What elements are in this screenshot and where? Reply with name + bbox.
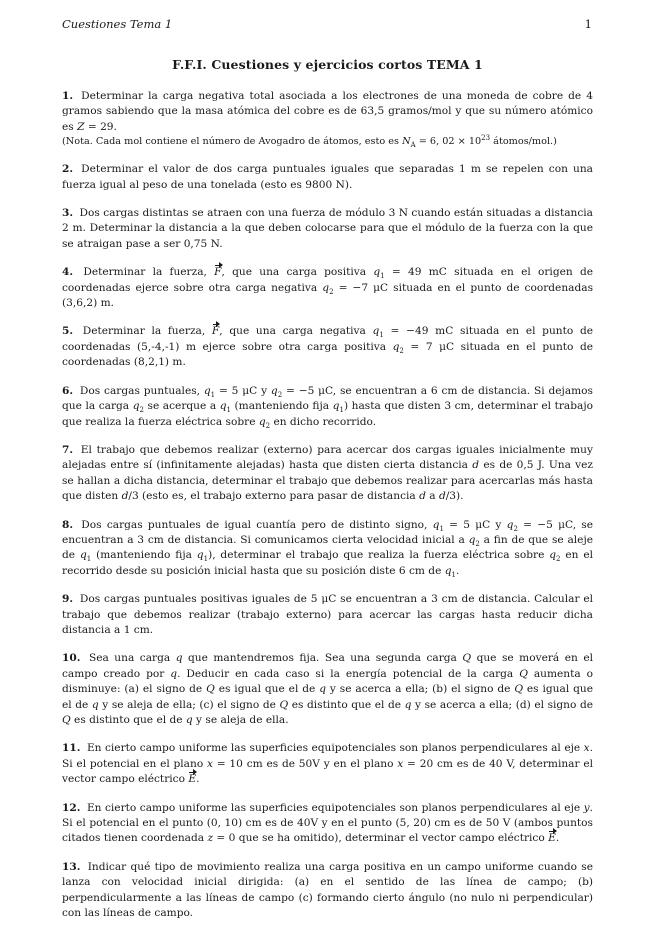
- math-var: q: [549, 549, 557, 562]
- question-number: 13.: [62, 860, 81, 873]
- question-5: [62, 324, 593, 370]
- math-subscript: 1: [210, 390, 216, 399]
- question-text: , que una carga negativa: [219, 325, 373, 338]
- math-subscript: 1: [86, 555, 92, 564]
- math-subscript: 2: [556, 555, 561, 564]
- math-var: q: [170, 667, 178, 680]
- math-subscript: A: [410, 141, 416, 150]
- question-7: [62, 443, 593, 505]
- math-var: q: [91, 698, 99, 711]
- question-text: (manteniendo fija: [230, 400, 333, 413]
- question-text: es distinto que el de: [70, 714, 186, 726]
- question-text: Dos cargas puntuales,: [79, 384, 204, 397]
- question-text: .: [196, 773, 200, 786]
- math-superscript: 23: [481, 133, 491, 142]
- question-text: que se moverá en el campo creado por: [62, 652, 593, 680]
- question-text: es de 0,5 J. Una vez se hallan a dicha distancia, determinar el trabajo que debemos realizar para acercarlas más hasta que disten: [62, 459, 594, 503]
- math-subscript: 1: [203, 555, 209, 564]
- question-text: /3 (esto es, el trabajo externo para pasar de distancia: [128, 490, 420, 503]
- question-text: Dos cargas puntuales de igual cuantía pero de distinto signo,: [81, 518, 433, 531]
- question-4: [62, 265, 593, 311]
- question-text: = 20 cm es de 40 V, determinar el vector campo eléctrico: [62, 757, 594, 786]
- math-subscript: 2: [277, 390, 283, 399]
- question-text: es igual que el de: [214, 683, 320, 696]
- question-number: 9.: [62, 593, 74, 606]
- question-text: = 49 mC situada en el origen de coordenadas ejerce sobre otra carga negativa: [62, 266, 593, 294]
- question-text: es distinto que el de: [288, 698, 405, 711]
- question-text: En cierto campo uniforme las superficies equipotenciales son planos perpendiculares al eje: [86, 801, 584, 814]
- math-var: q: [175, 652, 183, 665]
- math-var: q: [270, 384, 278, 397]
- question-text: Determinar el valor de dos carga puntuales iguales que separadas 1 m se repelen con una fuerza igual al peso de una tonelada (esto es 9800 N).: [62, 163, 593, 191]
- question-text: = −7 μC situada en el punto de coordenadas (3,6,2) m.: [62, 281, 594, 310]
- math-var: x: [397, 757, 404, 770]
- math-var: q: [185, 714, 193, 726]
- question-9: [62, 592, 593, 638]
- question-text: En cierto campo uniforme las superficies equipotenciales son planos perpendiculares al eje: [86, 742, 584, 755]
- question-text: = −49 mC situada en el punto de coordenadas (5,-4,-1) m ejerce sobre otra carga positiva: [62, 325, 593, 353]
- question-text: Determinar la fuerza,: [82, 325, 212, 338]
- math-subscript: 1: [451, 570, 456, 579]
- question-text: = 29.: [84, 120, 117, 133]
- math-var: x: [583, 742, 590, 755]
- question-1: [62, 89, 593, 149]
- math-var: q: [372, 325, 380, 338]
- question-number: 1.: [62, 90, 74, 102]
- math-var: d: [472, 459, 480, 472]
- question-text: Dos cargas puntuales positivas iguales de 5 μC se encuentran a 3 cm de distancia. Calcular el trabajo que debemos realizar (trabajo externo) para acercar las cargas hasta reducir dicha distancia a 1 cm.: [62, 593, 593, 636]
- question-number: 4.: [62, 266, 74, 279]
- question-note: [62, 135, 593, 149]
- question-number: 10.: [62, 652, 81, 665]
- question-text: Sea una carga: [88, 652, 176, 665]
- question-text: .: [455, 564, 460, 577]
- math-var: Q: [206, 683, 215, 696]
- question-number: 3.: [62, 207, 74, 220]
- question-text: . Si el potencial en el plano: [62, 742, 593, 770]
- math-var: Q: [462, 652, 472, 665]
- question-text: en dicho recorrido.: [270, 415, 377, 428]
- question-text: = 0 que se ha omitido), determinar el vector campo eléctrico: [213, 832, 549, 845]
- math-subscript: 1: [339, 406, 344, 415]
- math-var: Q: [519, 667, 528, 680]
- question-number: 11.: [62, 742, 81, 755]
- math-subscript: 1: [379, 331, 384, 340]
- math-var: q: [392, 340, 400, 353]
- math-var: q: [322, 281, 330, 294]
- running-header-title: Cuestiones Tema 1: [62, 17, 173, 31]
- question-text: es igual que el de: [62, 683, 593, 711]
- question-text: .: [555, 832, 560, 845]
- question-text: /3).: [445, 490, 464, 503]
- math-var: Q: [514, 683, 523, 696]
- question-text: aumenta o disminuye: (a) el signo de: [62, 667, 593, 696]
- question-2: [62, 162, 593, 193]
- question-number: 7.: [62, 443, 74, 456]
- question-text: Dos cargas distintas se atraen con una fuerza de módulo 3 N cuando están situadas a distancia 2 m. Determinar la distancia a la que deben colocarse para que el módulo de la fuerza con la que se atraigan pase a ser 0,75 N.: [62, 207, 593, 250]
- question-text: a fin de que se aleje de: [62, 533, 593, 562]
- question-text: y se aleja de ella.: [192, 714, 289, 726]
- math-var: q: [258, 415, 266, 428]
- vector-symbol: F: [212, 324, 219, 339]
- question-text: . Si el potencial en el punto (0, 10) cm es de 40V y en el punto (5, 20) cm es de 50 V (ambos puntos citados tienen coordenada: [62, 801, 593, 845]
- vector-symbol: E: [188, 772, 196, 787]
- math-var: q: [444, 564, 452, 577]
- question-text: (manteniendo fija: [91, 549, 197, 562]
- note-text: átomos/mol.): [490, 136, 557, 148]
- question-text: en el recorrido desde su posición inicial hasta que su posición diste 6 cm de: [62, 549, 593, 577]
- document-title: F.F.I. Cuestiones y ejercicios cortos TEMA 1: [172, 57, 483, 72]
- math-var: q: [404, 698, 412, 711]
- question-11: [62, 741, 593, 787]
- question-3: [62, 206, 593, 252]
- math-var: y: [583, 801, 590, 814]
- question-text: y se acerca a ella; (b) el signo de: [325, 683, 515, 696]
- math-var: q: [132, 400, 140, 413]
- math-subscript: 2: [513, 524, 518, 533]
- question-number: 6.: [62, 384, 74, 397]
- question-text: a: [425, 490, 439, 503]
- math-var: q: [203, 384, 211, 397]
- math-var: z: [207, 832, 214, 845]
- math-var: d: [438, 490, 446, 503]
- question-text: Indicar qué tipo de movimiento realiza una carga positiva en un campo uniforme cuando se lanza con velocidad inicial dirigida: (a) en el sentido de las línea de campo; (b) perpendicularmente a las líneas de campo (c) formando cierto ángulo (no nulo ni perpendicular) con las líneas de campo.: [62, 860, 594, 920]
- question-text: y se aleja de ella; (c) el signo de: [98, 698, 280, 711]
- question-text: ) hasta que disten 3 cm, determinar el trabajo que realiza la fuerza eléctrica sobre: [62, 400, 594, 428]
- question-text: ), determinar el trabajo que realiza la fuerza eléctrica sobre: [208, 549, 550, 562]
- math-var: N: [402, 136, 411, 148]
- question-text: = 7 μC situada en el punto de coordenadas (8,2,1) m.: [62, 340, 593, 369]
- question-10: [62, 651, 593, 728]
- question-text: = 5 μC y: [215, 384, 271, 397]
- math-subscript: 2: [265, 421, 271, 430]
- math-var: q: [219, 400, 227, 413]
- question-8: [62, 518, 593, 580]
- question-number: 2.: [62, 163, 74, 176]
- note-text: (Nota. Cada mol contiene el número de Avogadro de átomos, esto es: [62, 136, 403, 148]
- question-text: Determinar la carga negativa total asociada a los electrones de una moneda de cobre de 4 gramos sabiendo que la masa atómica del cobre es de 63,5 gramos/mol y que su número atómico es: [62, 90, 593, 133]
- math-var: d: [419, 490, 426, 503]
- question-text: = −5 μC, se encuentran a 6 cm de distancia. Si dejamos que la carga: [62, 384, 593, 413]
- math-var: q: [373, 266, 381, 279]
- math-var: x: [207, 757, 213, 770]
- question-12: [62, 801, 593, 847]
- math-var: Z: [77, 120, 85, 133]
- math-var: q: [79, 549, 87, 562]
- math-subscript: 1: [439, 524, 444, 533]
- math-subscript: 1: [226, 406, 231, 415]
- question-number: 5.: [62, 325, 74, 338]
- math-subscript: 2: [139, 406, 144, 415]
- question-text: se acerque a: [143, 400, 220, 413]
- math-var: q: [332, 400, 340, 413]
- math-subscript: 2: [399, 346, 404, 355]
- question-number: 12.: [62, 801, 81, 814]
- math-var: q: [196, 549, 204, 562]
- page-number: 1: [584, 17, 592, 31]
- question-text: , que una carga positiva: [221, 266, 374, 279]
- math-var: q: [506, 518, 514, 531]
- question-text: y se acerca a ella; (d) el signo de: [411, 698, 594, 711]
- math-var: d: [121, 490, 129, 503]
- math-var: q: [432, 518, 440, 531]
- question-text: = 5 μC y: [443, 518, 507, 531]
- questions-list: [62, 89, 593, 934]
- math-subscript: 2: [329, 287, 334, 296]
- math-var: Q: [279, 698, 289, 711]
- question-13: [62, 860, 593, 922]
- question-text: El trabajo que debemos realizar (externo) para acercar dos cargas iguales inicialmente muy alejadas entre sí (infinitamente alejadas) hasta que disten cierta distancia: [62, 443, 593, 472]
- question-text: . Deducir en cada caso si la energía potencial de la carga: [177, 667, 520, 680]
- question-6: [62, 384, 593, 430]
- question-number: 8.: [62, 518, 74, 531]
- math-var: Q: [62, 714, 71, 726]
- math-var: q: [319, 683, 326, 696]
- question-text: = 10 cm es de 50V y en el plano: [212, 757, 398, 770]
- math-var: q: [468, 533, 476, 546]
- note-text: = 6, 02 × 10: [415, 136, 482, 148]
- math-subscript: 2: [475, 540, 480, 549]
- math-subscript: 1: [380, 272, 385, 281]
- vector-symbol: E: [548, 831, 556, 846]
- question-text: = −5 μC, se encuentran a 3 cm de distancia. Si comunicamos cierta velocidad inicial a: [62, 518, 593, 546]
- question-text: que mantendremos fija. Sea una segunda carga: [182, 652, 463, 665]
- question-text: Determinar la fuerza,: [83, 266, 215, 279]
- vector-symbol: F: [214, 265, 221, 280]
